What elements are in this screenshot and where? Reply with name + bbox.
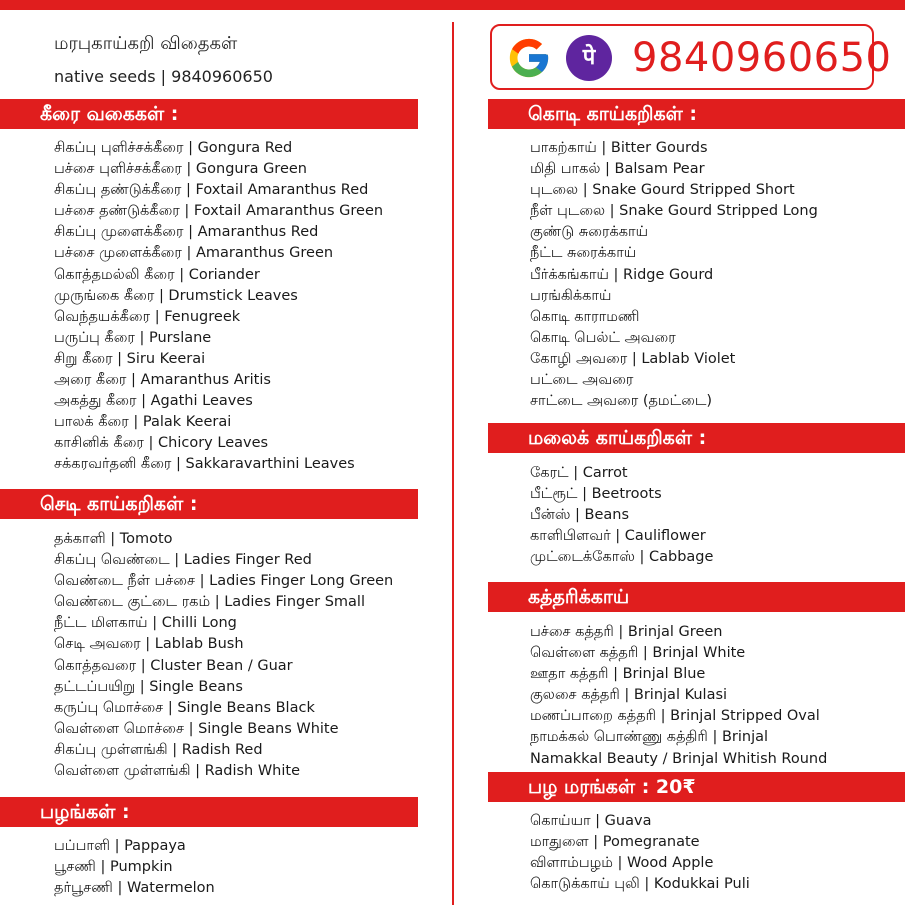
list-item: சக்கரவர்தனி கீரை | Sakkaravarthini Leaves (54, 456, 355, 473)
list-item: Namakkal Beauty / Brinjal Whitish Round (530, 750, 828, 767)
list-item: மணப்பாறை கத்தரி | Brinjal Stripped Oval (530, 708, 820, 725)
section-header-kathari: கத்தரிக்காய் (488, 582, 905, 612)
list-item: முருங்கை கீரை | Drumstick Leaves (54, 287, 298, 304)
list-item: காளிபிளவர் | Cauliflower (530, 528, 706, 545)
list-item: பூசணி | Pumpkin (54, 859, 173, 876)
list-item: பச்சை தண்டுக்கீரை | Foxtail Amaranthus Green (54, 203, 384, 220)
list-item: அரை கீரை | Amaranthus Aritis (54, 372, 271, 389)
list-item: வெள்ளை மொச்சை | Single Beans White (54, 720, 339, 737)
list-item: நீட்ட சுரைக்காய் (530, 245, 637, 262)
list-item: விளாம்பழம் | Wood Apple (530, 855, 714, 872)
list-kathari (530, 622, 827, 770)
list-item: வெந்தயக்கீரை | Fenugreek (54, 308, 241, 325)
brand-title: மரபுகாய்கறி விதைகள் (54, 33, 238, 54)
list-pazha-maram (530, 811, 750, 895)
payment-contact-box[interactable] (490, 24, 892, 90)
list-item: பப்பாளி | Pappaya (54, 838, 186, 854)
list-item: தட்டப்பயிறு | Single Beans (54, 678, 243, 695)
list-item: சிகப்பு புளிச்சக்கீரை | Gongura Red (54, 140, 293, 156)
section-header-chedi: செடி காய்கறிகள் : (0, 489, 418, 519)
list-item: வெள்ளை முள்ளங்கி | Radish White (54, 763, 301, 780)
phone-number[interactable]: 9840960650 (632, 35, 892, 81)
list-item: கொத்தவரை | Cluster Bean / Guar (54, 657, 293, 674)
list-item: பாகற்காய் | Bitter Gourds (530, 140, 708, 156)
list-item: பீட்ரூட் | Beetroots (530, 486, 662, 503)
list-item: வெண்டை குட்டை ரகம் | Ladies Finger Small (54, 594, 365, 611)
list-item: பீர்க்கங்காய் | Ridge Gourd (530, 266, 714, 283)
list-item: கொய்யா | Guava (530, 813, 652, 829)
google-pay-icon (506, 35, 552, 81)
phonepe-icon: पे (566, 35, 612, 81)
list-item: தக்காளி | Tomoto (54, 531, 173, 547)
list-item: காசினிக் கீரை | Chicory Leaves (54, 435, 269, 452)
section-header-kodi: கொடி காய்கறிகள் : (488, 99, 905, 129)
list-item: பச்சை புளிச்சக்கீரை | Gongura Green (54, 161, 307, 178)
list-item: சாட்டை அவரை (தமட்டை) (530, 393, 713, 410)
list-item: தர்பூசணி | Watermelon (54, 880, 215, 897)
list-item: பச்சை முளைக்கீரை | Amaranthus Green (54, 245, 334, 262)
list-item: சிறு கீரை | Siru Keerai (54, 350, 206, 367)
list-item: நீள் புடலை | Snake Gourd Stripped Long (530, 203, 818, 220)
list-item: நாமக்கல் பொண்ணு கத்திரி | Brinjal (530, 729, 769, 746)
list-item: மாதுளை | Pomegranate (530, 834, 700, 851)
list-item: கொடுக்காய் புலி | Kodukkai Puli (530, 876, 750, 893)
list-item: கேரட் | Carrot (530, 465, 628, 481)
list-item: பட்டை அவரை (530, 372, 634, 389)
section-header-keerai: கீரை வகைகள் : (0, 99, 418, 129)
brand-subtitle: native seeds | 9840960650 (54, 67, 273, 86)
list-pazham (54, 836, 215, 899)
list-item: நீட்ட மிளகாய் | Chilli Long (54, 615, 237, 632)
list-item: கொத்தமல்லி கீரை | Coriander (54, 266, 260, 283)
top-accent-bar (0, 0, 905, 10)
list-item: வெள்ளை கத்தரி | Brinjal White (530, 645, 746, 662)
list-item: கோழி அவரை | Lablab Violet (530, 350, 736, 367)
list-kodi (530, 138, 818, 412)
list-item: மிதி பாகல் | Balsam Pear (530, 161, 705, 178)
list-item: பருப்பு கீரை | Purslane (54, 329, 212, 346)
section-header-malai: மலைக் காய்கறிகள் : (488, 423, 905, 453)
list-item: கொடி பெல்ட் அவரை (530, 329, 676, 346)
list-keerai (54, 138, 383, 476)
list-item: பாலக் கீரை | Palak Keerai (54, 414, 232, 431)
list-malai (530, 463, 713, 568)
list-item: சிகப்பு முளைக்கீரை | Amaranthus Red (54, 224, 319, 241)
list-item: பச்சை கத்தரி | Brinjal Green (530, 624, 723, 640)
list-item: சிகப்பு தண்டுக்கீரை | Foxtail Amaranthus Red (54, 182, 369, 199)
list-item: பீன்ஸ் | Beans (530, 507, 630, 524)
section-header-pazha-maram: பழ மரங்கள் : 20₹ (488, 772, 905, 802)
list-item: கொடி காராமணி (530, 308, 640, 325)
list-item: குண்டு சுரைக்காய் (530, 224, 649, 241)
list-item: குலசை கத்தரி | Brinjal Kulasi (530, 687, 728, 704)
list-item: அகத்து கீரை | Agathi Leaves (54, 393, 253, 410)
section-header-pazham: பழங்கள் : (0, 797, 418, 827)
list-item: ஊதா கத்தரி | Brinjal Blue (530, 666, 706, 683)
list-item: புடலை | Snake Gourd Stripped Short (530, 182, 795, 199)
list-item: பரங்கிக்காய் (530, 287, 612, 304)
list-item: செடி அவரை | Lablab Bush (54, 636, 244, 653)
list-item: கருப்பு மொச்சை | Single Beans Black (54, 699, 315, 716)
list-item: சிகப்பு முள்ளங்கி | Radish Red (54, 741, 263, 758)
column-divider (452, 22, 454, 905)
list-chedi (54, 529, 393, 782)
list-item: வெண்டை நீள் பச்சை | Ladies Finger Long Green (54, 573, 394, 590)
list-item: சிகப்பு வெண்டை | Ladies Finger Red (54, 552, 312, 569)
list-item: முட்டைக்கோஸ் | Cabbage (530, 549, 714, 566)
